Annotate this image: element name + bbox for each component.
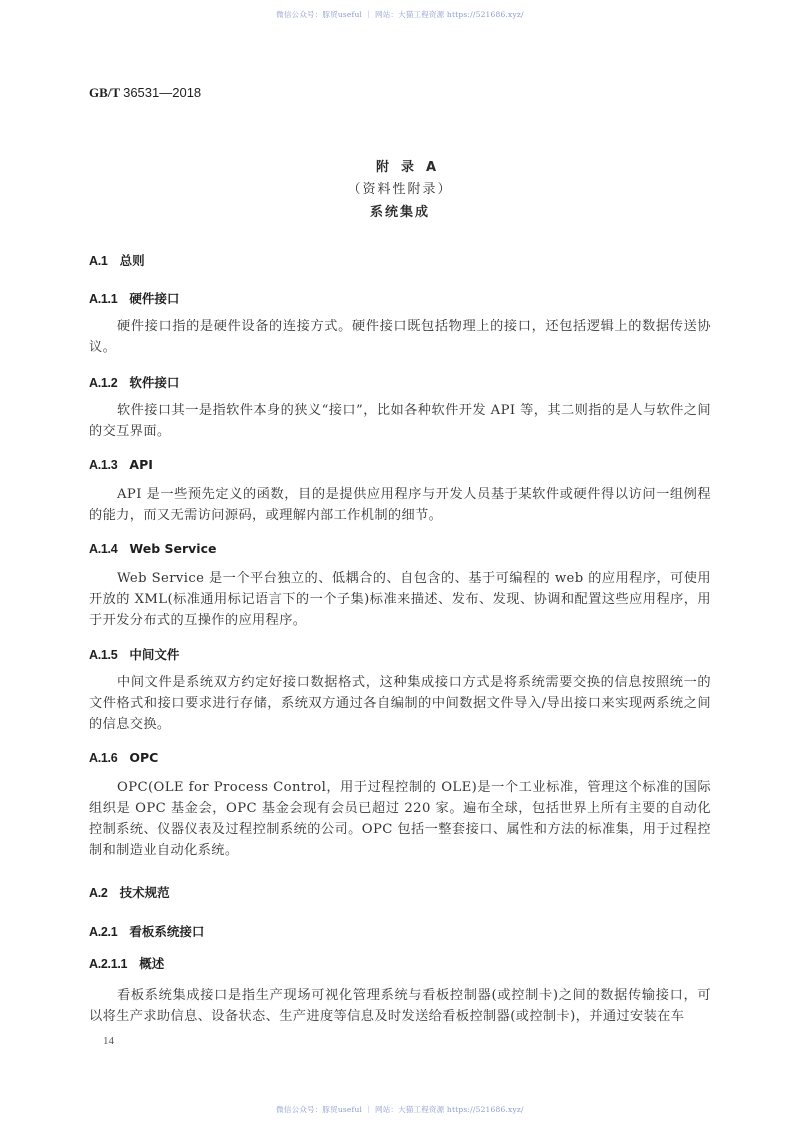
section-heading-a1-1: [89, 289, 179, 307]
watermark-bottom: 微信公众号：豚贸useful ｜ 网站：大猫工程资源 https://521686.xyz/: [276, 1105, 524, 1114]
paragraph-a1-2: 软件接口其一是指软件本身的狭义“接口”，比如各种软件开发 API 等，其二则指的是人与软件之间的交互界面。: [89, 403, 711, 439]
section-heading-a1-2: [89, 373, 179, 391]
standard-prefix: GB/T: [89, 85, 120, 100]
standard-number: 36531—2018: [123, 85, 202, 100]
section-title: 软件接口: [129, 375, 180, 390]
section-number: A.1.4: [89, 542, 118, 556]
paragraph-a1-6: OPC(OLE for Process Control，用于过程控制的 OLE)是一个工业标准，管理这个标准的国际组织是 OPC 基金会，OPC 基金会现有会员已超过 220 家。遍布全球，包括世界上所有主要的自动化控制系统、仪器仪表及过程控制系统的公司。OPC 包括一整套接口、属性和方法的标准集，用于过程控制和制造业自动化系统。: [89, 780, 711, 858]
section-heading-a1: [89, 251, 145, 269]
section-number: A.1.3: [89, 458, 118, 472]
section-heading-a1-5: [89, 645, 179, 663]
standard-code: [89, 85, 201, 101]
paragraph-a1-5: 中间文件是系统双方约定好接口数据格式，这种集成接口方式是将系统需要交换的信息按照统一的文件格式和接口要求进行存储，系统双方通过各自编制的中间数据文件导入/导出接口来实现两系统之间的信息交换。: [89, 675, 711, 732]
annex-title: 附录A: [375, 160, 449, 175]
annex-name: 系统集成: [369, 205, 430, 220]
section-heading-a2-1-1: [89, 954, 164, 972]
watermark-top: 微信公众号：豚贸useful ｜ 网站：大猫工程资源 https://521686.xyz/: [276, 10, 524, 19]
paragraph-a1-3: API 是一些预先定义的函数，目的是提供应用程序与开发人员基于某软件或硬件得以访问一组例程的能力，而又无需访问源码，或理解内部工作机制的细节。: [89, 487, 711, 523]
section-heading-a1-6: [89, 750, 158, 765]
paragraph-a1-4: Web Service 是一个平台独立的、低耦合的、自包含的、基于可编程的 web 的应用程序，可使用开放的 XML(标准通用标记语言下的一个子集)标准来描述、发布、发现、协调和配置这些应用程序，用于开发分布式的互操作的应用程序。: [89, 571, 711, 628]
paragraph-a2-1-1: 看板系统集成接口是指生产现场可视化管理系统与看板控制器(或控制卡)之间的数据传输接口，可以将生产求助信息、设备状态、生产进度等信息及时发送给看板控制器(或控制卡)，并通过安装在车: [89, 988, 711, 1024]
section-number: A.2.1: [89, 925, 118, 939]
section-heading-a2-1: [89, 922, 204, 940]
paragraph-a1-1: 硬件接口指的是硬件设备的连接方式。硬件接口既包括物理上的接口，还包括逻辑上的数据传送协议。: [89, 319, 711, 355]
section-title: 中间文件: [129, 647, 180, 662]
section-number: A.1.1: [89, 292, 118, 306]
section-number: A.2.1.1: [89, 957, 128, 971]
section-title: API: [129, 457, 153, 472]
section-heading-a2: [89, 883, 170, 901]
section-title: 概述: [139, 956, 165, 971]
section-title: 看板系统接口: [129, 924, 205, 939]
section-number: A.1.5: [89, 648, 118, 662]
section-title: Web Service: [129, 541, 217, 556]
section-heading-a1-3: [89, 457, 153, 472]
section-heading-a1-4: [89, 541, 216, 556]
page-number: 14: [103, 1035, 114, 1047]
section-number: A.1.6: [89, 751, 118, 765]
section-number: A.1.2: [89, 376, 118, 390]
annex-type: （资料性附录）: [347, 182, 453, 197]
section-title: OPC: [129, 750, 159, 765]
section-number: A.2: [89, 886, 108, 900]
section-title: 硬件接口: [129, 291, 180, 306]
section-title: 总则: [119, 253, 145, 268]
section-number: A.1: [89, 254, 108, 268]
section-title: 技术规范: [119, 885, 170, 900]
